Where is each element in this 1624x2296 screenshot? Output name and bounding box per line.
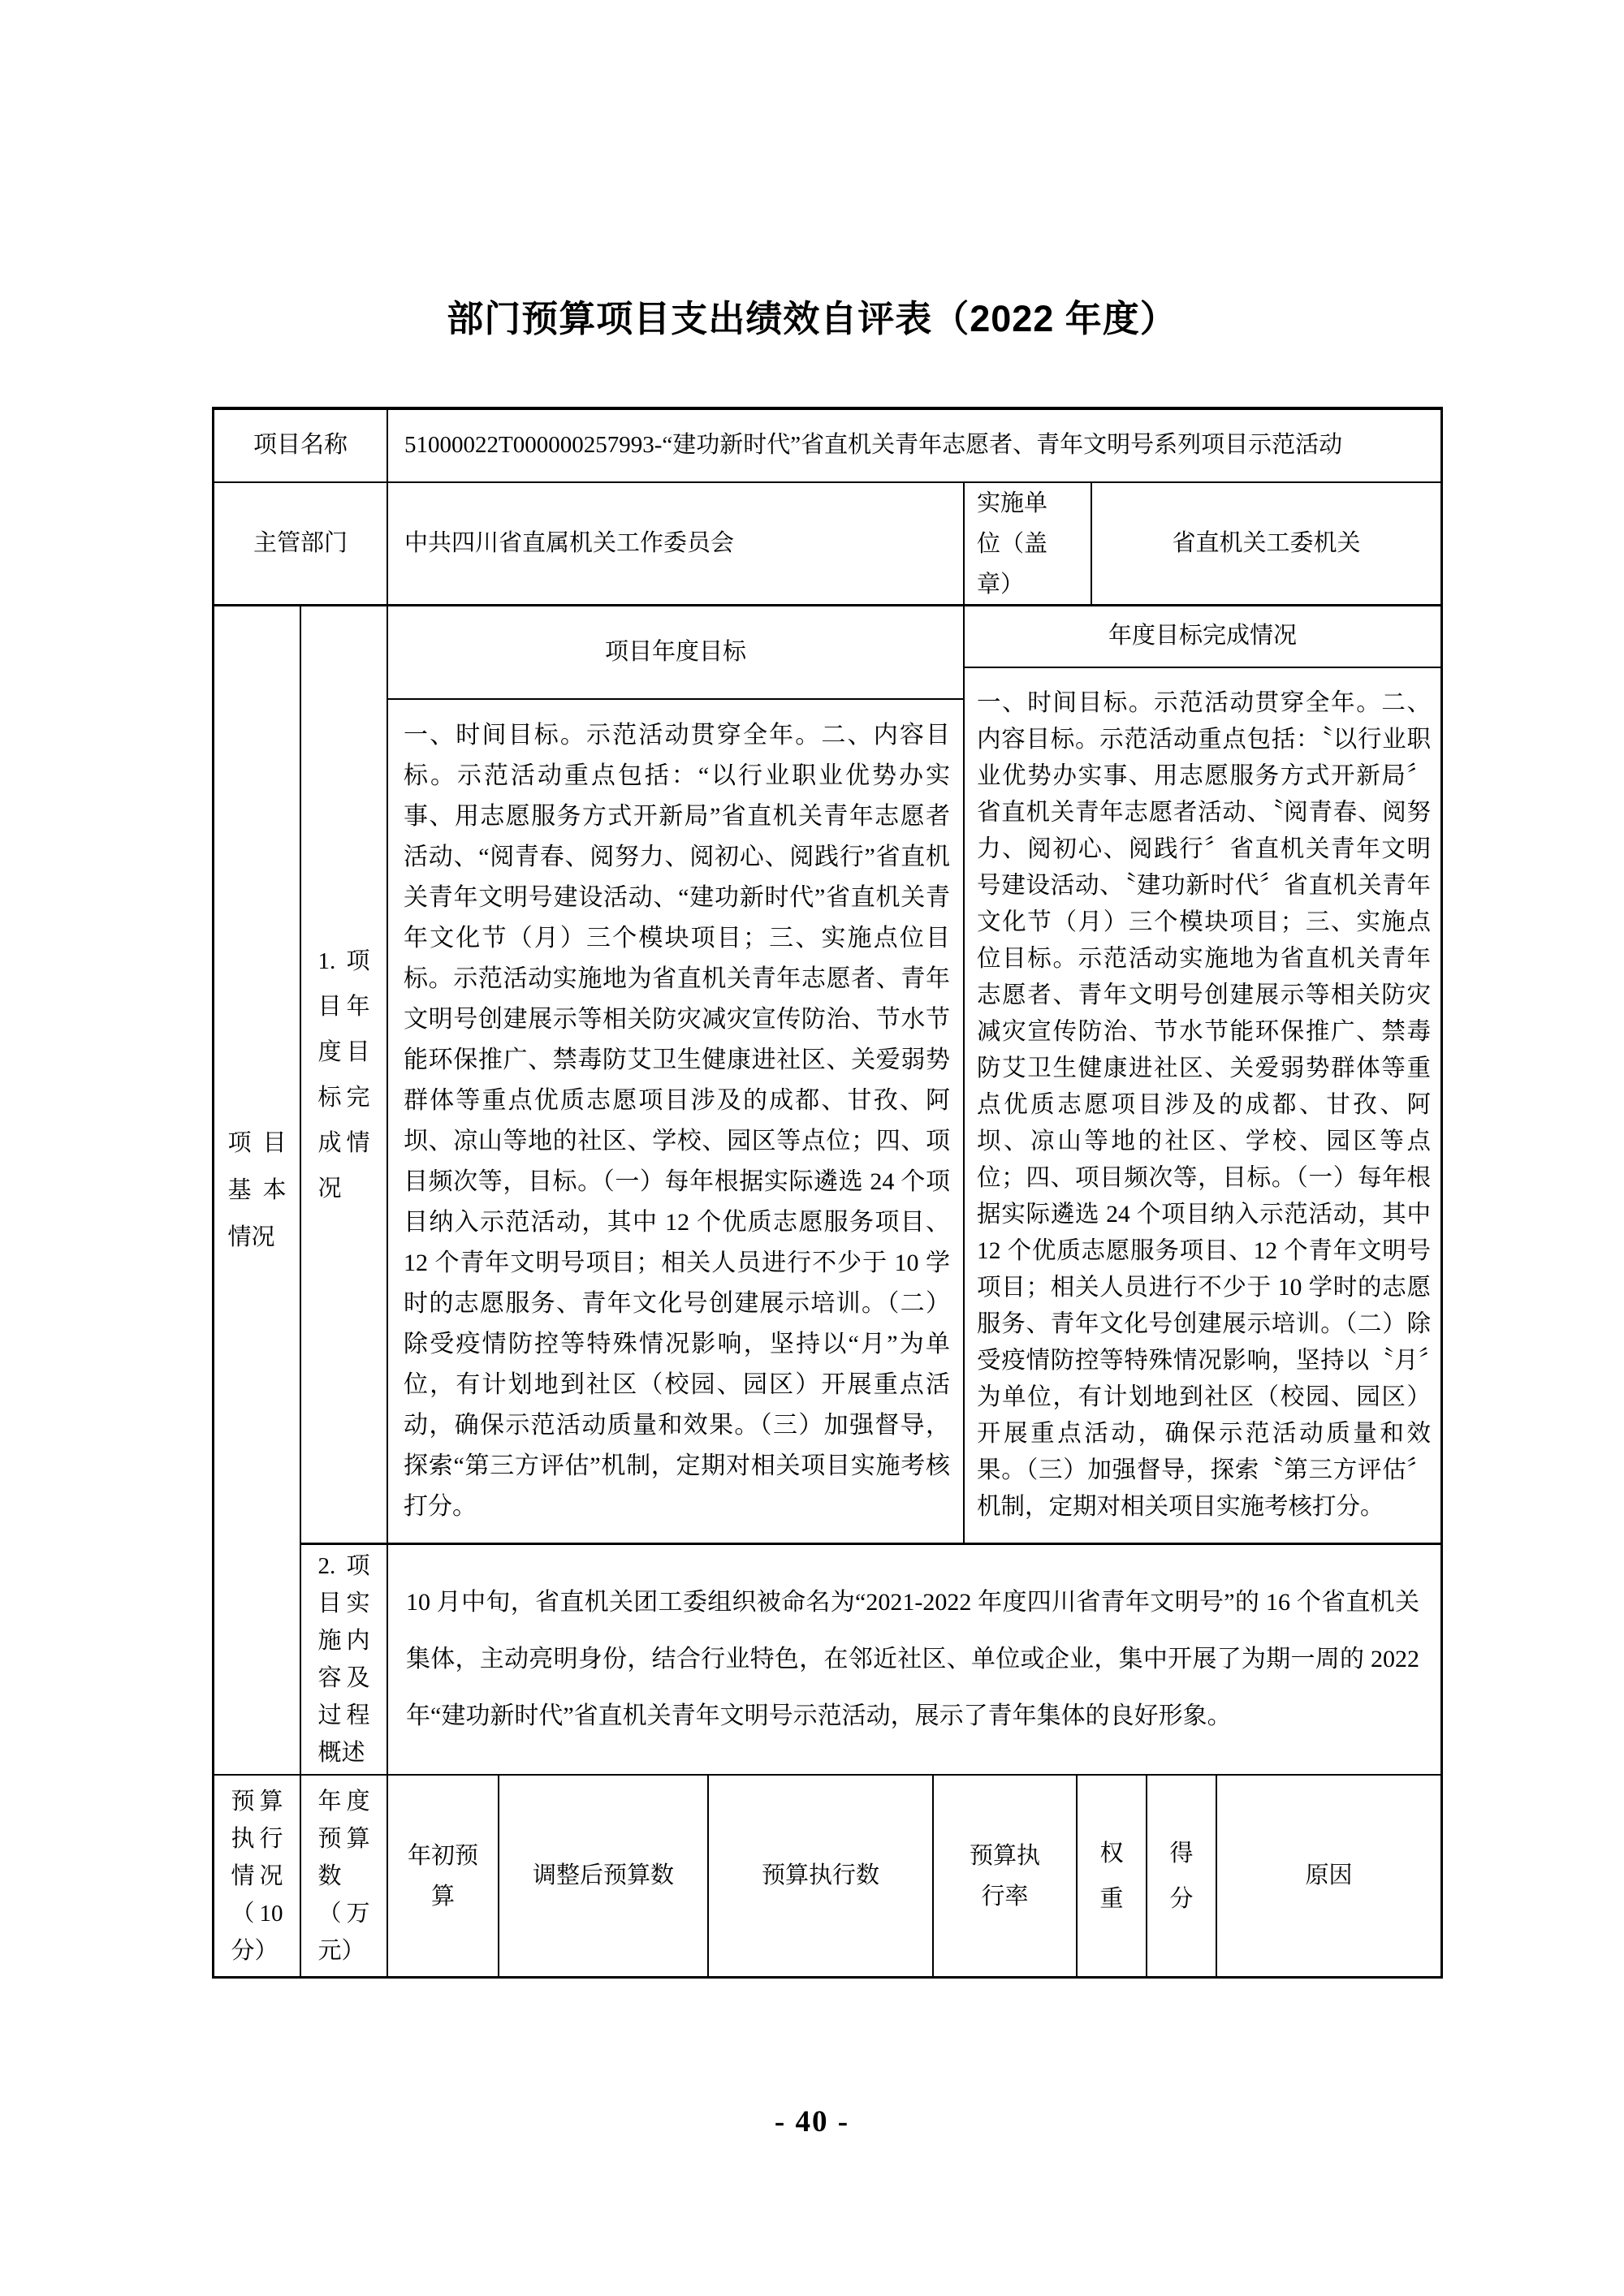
goal-result-header-cell <box>965 606 1440 668</box>
col-weight-label: 权重 <box>1099 1840 1124 1912</box>
implementation-label: 2.项目实施内容及过程概述 <box>317 1553 370 1766</box>
page-number: - 40 - <box>774 2105 850 2138</box>
implementation-label-cell <box>301 1545 388 1774</box>
annual-budget-label: 年度预算数（万元） <box>317 1788 370 1964</box>
col-execution-rate <box>934 1776 1078 1976</box>
basic-info-main-area <box>388 606 1440 1774</box>
section-basic-info <box>214 606 1440 1776</box>
annual-goal-text-cell <box>388 700 965 1545</box>
implementation-text: 10 月中旬，省直机关团工委组织被命名为“2021-2022 年度四川省青年文明号”的 16 个省直机关集体，主动亮明身份，结合行业特色，在邻近社区、单位或企业，集中开展了为期一周的 2022 年“建功新时代”省直机关青年文明号示范活动，展示了青年集体的良好形象。 <box>406 1589 1419 1729</box>
project-name-label: 项目名称 <box>253 432 348 459</box>
implementation-text-cell <box>388 1545 1440 1774</box>
col-weight <box>1078 1776 1147 1976</box>
department-value: 中共四川省直属机关工作委员会 <box>404 529 735 556</box>
project-name-label-cell <box>214 410 388 481</box>
goal-result-text-cell <box>965 668 1440 1545</box>
project-name-value-cell <box>388 410 1440 481</box>
annual-budget-label-cell <box>301 1776 388 1976</box>
goal-result-column <box>965 606 1440 1545</box>
impl-unit-value-cell <box>1092 483 1440 604</box>
goal-completion-label: 1.项目年度目标完成情况 <box>317 947 370 1202</box>
budget-side-label-cell <box>214 1776 301 1976</box>
col-reason-label: 原因 <box>1305 1862 1353 1888</box>
budget-side-label: 预算执行情况（10分） <box>231 1788 283 1964</box>
basic-info-side-label-cell <box>214 606 301 1774</box>
project-name-value: 51000022T000000257993-“建功新时代”省直机关青年志愿者、青年文明号系列项目示范活动 <box>404 432 1343 459</box>
col-adjusted-budget-label: 调整后预算数 <box>532 1862 674 1888</box>
goal-completion-label-cell <box>301 606 388 1545</box>
col-initial-budget <box>388 1776 499 1976</box>
impl-unit-value: 省直机关工委机关 <box>1172 529 1361 556</box>
col-adjusted-budget <box>499 1776 709 1976</box>
annual-goal-column <box>388 606 965 1545</box>
col-executed-budget-label: 预算执行数 <box>761 1862 879 1888</box>
row-department <box>214 483 1440 606</box>
department-label-cell <box>214 483 388 604</box>
col-initial-budget-label: 年初预算 <box>407 1842 478 1910</box>
col-reason <box>1217 1776 1440 1976</box>
col-execution-rate-label: 预算执行率 <box>969 1842 1040 1910</box>
impl-unit-label-cell <box>965 483 1092 604</box>
basic-info-sublabel-column <box>301 606 388 1774</box>
goal-result-header: 年度目标完成情况 <box>1108 623 1297 650</box>
department-value-cell <box>388 483 965 604</box>
annual-goal-text: 一、时间目标。示范活动贯穿全年。二、内容目标。示范活动重点包括：“以行业职业优势办实事、用志愿服务方式开新局”省直机关青年志愿者活动、“阅青春、阅努力、阅初心、阅践行”省直机关青年文明号建设活动、“建功新时代”省直机关青年文化节（月）三个模块项目；三、实施点位目标。示范活动实施地为省直机关青年志愿者、青年文明号创建展示等相关防灾减灾宣传防治、节水节能环保推广、禁毒防艾卫生健康进社区、关爱弱势群体等重点优质志愿项目涉及的成都、甘孜、阿坝、凉山等地的社区、学校、园区等点位；四、项目频次等，目标。（一）每年根据实际遴选 24 个项目纳入示范活动，其中 12 个优质志愿服务项目、12 个青年文明号项目；相关人员进行不少于 10 学时的志愿服务、青年文化号创建展示培训。（二）除受疫情防控等特殊情况影响，坚持以“月”为单位，有计划地到社区（校园、园区）开展重点活动，确保示范活动质量和效果。（三）加强督导，探索“第三方评估”机制，定期对相关项目实施考核打分。 <box>404 722 950 1520</box>
col-score-label: 得分 <box>1169 1840 1194 1912</box>
department-label: 主管部门 <box>253 529 348 556</box>
basic-info-side-label: 项目基本情况 <box>227 1130 287 1250</box>
annual-goal-header: 项目年度目标 <box>604 638 746 665</box>
row-budget-execution <box>214 1776 1440 1976</box>
annual-goal-header-cell <box>388 606 965 700</box>
col-executed-budget <box>709 1776 934 1976</box>
goal-result-text: 一、时间目标。示范活动贯穿全年。二、内容目标。示范活动重点包括：〝以行业职业优势办实事、用志愿服务方式开新局〞省直机关青年志愿者活动、〝阅青春、阅努力、阅初心、阅践行〞省直机关青年文明号建设活动、〝建功新时代〞省直机关青年文化节（月）三个模块项目；三、实施点位目标。示范活动实施地为省直机关青年志愿者、青年文明号创建展示等相关防灾减灾宣传防治、节水节能环保推广、禁毒防艾卫生健康进社区、关爱弱势群体等重点优质志愿项目涉及的成都、甘孜、阿坝、凉山等地的社区、学校、园区等点位；四、项目频次等，目标。（一）每年根据实际遴选 24 个项目纳入示范活动，其中 12 个优质志愿服务项目、12 个青年文明号项目；相关人员进行不少于 10 学时的志愿服务、青年文化号创建展示培训。（二）除受疫情防控等特殊情况影响，坚持以〝月〞为单位，有计划地到社区（校园、园区）开展重点活动，确保示范活动质量和效果。（三）加强督导，探索〝第三方评估〞机制，定期对相关项目实施考核打分。 <box>977 690 1431 1520</box>
page-title: 部门预算项目支出绩效自评表（2022 年度） <box>447 298 1177 339</box>
row-project-name <box>214 410 1440 483</box>
impl-unit-label: 实施单位（盖章） <box>977 490 1048 598</box>
col-score <box>1147 1776 1217 1976</box>
performance-self-evaluation-table <box>212 407 1443 1979</box>
goal-result-area <box>388 606 1440 1545</box>
